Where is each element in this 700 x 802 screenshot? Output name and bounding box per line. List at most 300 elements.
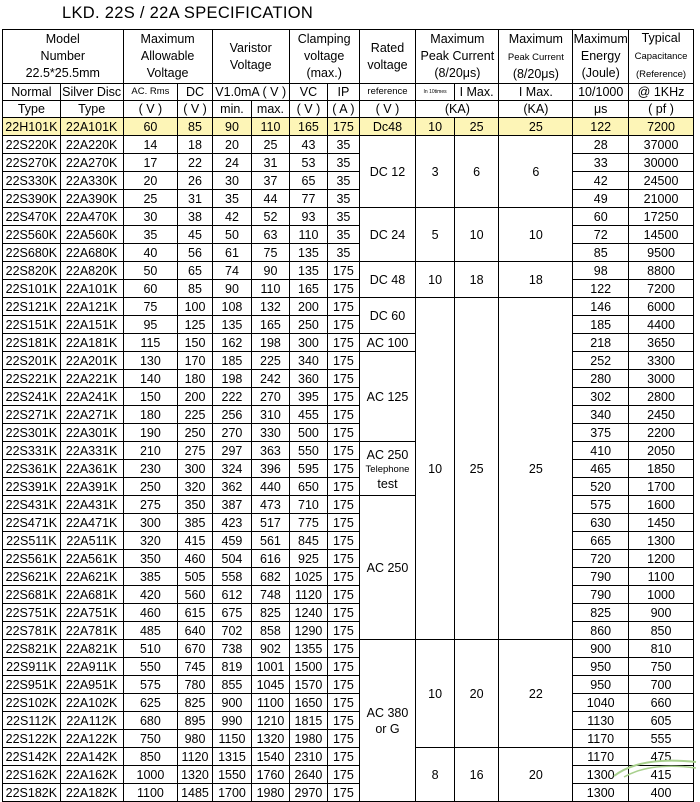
silver-disc-type-cell: 22A680K [60,244,123,262]
peak-imax-2-cell: 25 [499,298,573,640]
energy-cell: 410 [573,442,629,460]
table-row [3,712,694,730]
ac-rms-cell: 75 [123,298,178,316]
table-row [3,460,694,478]
varistor-max-cell: 858 [252,622,290,640]
peak-imax-2-cell: 6 [499,136,573,208]
header-row-sub [3,84,694,101]
capacitance-cell: 3650 [629,334,694,352]
silver-disc-type-cell: 22A331K [60,442,123,460]
silver-disc-type-cell: 22A101K [60,118,123,136]
clamping-ip-cell: 175 [328,622,359,640]
normal-type-cell: 22S751K [3,604,61,622]
clamping-vc-cell: 710 [289,496,327,514]
table-row [3,604,694,622]
clamping-ip-cell: 175 [328,370,359,388]
ac-rms-cell: 40 [123,244,178,262]
varistor-max-cell: 330 [252,424,290,442]
clamping-vc-cell: 2640 [289,766,327,784]
table-row [3,244,694,262]
capacitance-cell: 1000 [629,586,694,604]
dc-cell: 1320 [178,766,212,784]
table-row [3,622,694,640]
varistor-max-cell: 363 [252,442,290,460]
silver-disc-type-cell: 22A561K [60,550,123,568]
dc-unit-label: ( V ) [178,101,212,118]
table-row [3,280,694,298]
normal-type-cell: 22S911K [3,658,61,676]
varistor-max-cell: 1001 [252,658,290,676]
clamping-ip-cell: 175 [328,316,359,334]
peak-current-header: Maximum Peak Current (8/20μs) [416,30,499,84]
varistor-min-cell: 362 [212,478,252,496]
peak-in10-cell: 10 [416,118,454,136]
peak-in10-cell: 10 [416,262,454,298]
peak-imax-2-cell: 22 [499,640,573,748]
energy-cell: 950 [573,676,629,694]
varistor-max-cell: 132 [252,298,290,316]
model-number-header: Model Number 22.5*25.5mm [3,30,124,84]
table-row [3,514,694,532]
varistor-max-cell: 31 [252,154,290,172]
peak-in10-cell: 8 [416,748,454,802]
ac-rms-cell: 140 [123,370,178,388]
silver-disc-type-cell: 22A431K [60,496,123,514]
peak-imax-cell: 25 [454,298,499,640]
ac-rms-cell: 230 [123,460,178,478]
clamping-ip-cell: 175 [328,334,359,352]
capacitance-cell: 1600 [629,496,694,514]
clamping-ip-cell: 175 [328,568,359,586]
clamping-ip-cell: 175 [328,280,359,298]
normal-type-cell: 22S121K [3,298,61,316]
rated-voltage-cell: AC 250 Telephone test [359,442,416,496]
dc-cell: 125 [178,316,212,334]
ac-unit-label: ( V ) [123,101,178,118]
clamping-ip-cell: 175 [328,712,359,730]
capacitance-cell: 700 [629,676,694,694]
clamping-vc-cell: 360 [289,370,327,388]
dc-cell: 300 [178,460,212,478]
peak-current-header-2: Maximum Peak Current (8/20μs) [499,30,573,84]
varistor-min-cell: 900 [212,694,252,712]
ac-rms-cell: 750 [123,730,178,748]
dc-cell: 745 [178,658,212,676]
varistor-max-cell: 225 [252,352,290,370]
capacitance-cell: 7200 [629,280,694,298]
capacitance-cell: 3300 [629,352,694,370]
normal-type-cell: 22S271K [3,406,61,424]
normal-type-cell: 22S781K [3,622,61,640]
capacitance-cell: 30000 [629,154,694,172]
ac-rms-cell: 25 [123,190,178,208]
energy-cell: 146 [573,298,629,316]
dc-cell: 615 [178,604,212,622]
normal-type-cell: 22S151K [3,316,61,334]
clamping-vc-cell: 650 [289,478,327,496]
silver-disc-type-cell: 22A820K [60,262,123,280]
varistor-min-cell: 1550 [212,766,252,784]
energy-time-unit-label: μs [573,101,629,118]
varistor-max-cell: 473 [252,496,290,514]
clamping-vc-cell: 775 [289,514,327,532]
energy-cell: 340 [573,406,629,424]
dc-cell: 250 [178,424,212,442]
table-row [3,262,694,280]
clamping-vc-cell: 1355 [289,640,327,658]
capacitance-cell: 810 [629,640,694,658]
dc-cell: 505 [178,568,212,586]
dc-cell: 56 [178,244,212,262]
clamping-vc-cell: 200 [289,298,327,316]
table-row [3,406,694,424]
dc-cell: 825 [178,694,212,712]
normal-type-cell: 22S621K [3,568,61,586]
varistor-min-cell: 1315 [212,748,252,766]
rated-voltage-cell: DC 48 [359,262,416,298]
peak-imax-2-cell: 10 [499,208,573,262]
table-row [3,316,694,334]
energy-cell: 520 [573,478,629,496]
capacitance-cell: 37000 [629,136,694,154]
energy-cell: 1300 [573,766,629,784]
ac-rms-cell: 485 [123,622,178,640]
table-row [3,334,694,352]
silver-disc-type-cell: 22A201K [60,352,123,370]
peak-imax-cell: 18 [454,262,499,298]
varistor-min-cell: 324 [212,460,252,478]
varistor-min-cell: 558 [212,568,252,586]
peak-in10-cell: 10 [416,298,454,640]
varistor-max-cell: 63 [252,226,290,244]
clamping-ip-cell: 175 [328,262,359,280]
silver-disc-type-cell: 22A471K [60,514,123,532]
energy-cell: 950 [573,658,629,676]
ac-rms-cell: 320 [123,532,178,550]
ac-rms-cell: 300 [123,514,178,532]
varistor-min-cell: 35 [212,190,252,208]
table-row [3,352,694,370]
ac-rms-cell: 210 [123,442,178,460]
ac-rms-cell: 180 [123,406,178,424]
varistor-min-cell: 198 [212,370,252,388]
dc-cell: 1485 [178,784,212,802]
dc-cell: 150 [178,334,212,352]
ac-rms-cell: 1000 [123,766,178,784]
v1ma-label: V1.0mA ( V ) [212,84,289,101]
ac-rms-cell: 460 [123,604,178,622]
varistor-min-cell: 297 [212,442,252,460]
table-row [3,424,694,442]
varistor-max-cell: 1210 [252,712,290,730]
clamping-ip-cell: 175 [328,550,359,568]
silver-disc-type-cell: 22A361K [60,460,123,478]
varistor-max-cell: 110 [252,118,290,136]
clamping-ip-cell: 175 [328,478,359,496]
silver-disc-type-cell: 22A181K [60,334,123,352]
varistor-max-cell: 52 [252,208,290,226]
energy-cell: 630 [573,514,629,532]
capacitance-cell: 555 [629,730,694,748]
varistor-max-cell: 517 [252,514,290,532]
clamping-vc-cell: 1570 [289,676,327,694]
clamping-vc-cell: 500 [289,424,327,442]
table-row [3,118,694,136]
dc-cell: 415 [178,532,212,550]
varistor-max-cell: 396 [252,460,290,478]
clamping-ip-cell: 175 [328,532,359,550]
varistor-max-cell: 1045 [252,676,290,694]
varistor-max-cell: 110 [252,280,290,298]
clamping-vc-cell: 1650 [289,694,327,712]
varistor-min-cell: 90 [212,118,252,136]
capacitance-cell: 415 [629,766,694,784]
varistor-min-cell: 990 [212,712,252,730]
rated-voltage-cell: DC 24 [359,208,416,262]
header-row-units [3,101,694,118]
dc-cell: 38 [178,208,212,226]
normal-type-cell: 22S112K [3,712,61,730]
varistor-min-cell: 90 [212,280,252,298]
capacitance-cell: 6000 [629,298,694,316]
silver-disc-type-cell: 22A122K [60,730,123,748]
varistor-max-cell: 748 [252,586,290,604]
clamping-ip-cell: 35 [328,136,359,154]
clamping-ip-cell: 175 [328,658,359,676]
ac-rms-cell: 17 [123,154,178,172]
varistor-min-cell: 256 [212,406,252,424]
normal-type-cell: 22S102K [3,694,61,712]
table-row [3,550,694,568]
normal-type-cell: 22S270K [3,154,61,172]
energy-cell: 375 [573,424,629,442]
dc-cell: 1120 [178,748,212,766]
table-row [3,154,694,172]
table-row [3,694,694,712]
capacitance-cell: 3000 [629,370,694,388]
varistor-min-cell: 1700 [212,784,252,802]
varistor-max-cell: 1100 [252,694,290,712]
energy-cell: 98 [573,262,629,280]
varistor-min-cell: 819 [212,658,252,676]
clamping-vc-cell: 135 [289,244,327,262]
peak-in10-cell: 3 [416,136,454,208]
varistor-max-cell: 270 [252,388,290,406]
varistor-min-cell: 387 [212,496,252,514]
clamping-vc-cell: 1240 [289,604,327,622]
clamping-ip-cell: 175 [328,460,359,478]
clamping-ip-cell: 175 [328,406,359,424]
energy-cell: 72 [573,226,629,244]
silver-disc-type-cell: 22A220K [60,136,123,154]
table-row [3,496,694,514]
dc-cell: 31 [178,190,212,208]
clamping-vc-cell: 250 [289,316,327,334]
varistor-min-cell: 24 [212,154,252,172]
normal-type-cell: 22S511K [3,532,61,550]
varistor-max-cell: 165 [252,316,290,334]
clamping-vc-cell: 845 [289,532,327,550]
page-title: LKD. 22S / 22A SPECIFICATION [62,4,314,22]
dc-cell: 640 [178,622,212,640]
table-row [3,640,694,658]
clamping-ip-cell: 175 [328,388,359,406]
header-row-main [3,30,694,84]
energy-cell: 1170 [573,730,629,748]
ac-rms-cell: 625 [123,694,178,712]
varistor-max-cell: 37 [252,172,290,190]
energy-cell: 825 [573,604,629,622]
capacitance-cell: 1200 [629,550,694,568]
clamping-vc-cell: 1120 [289,586,327,604]
normal-type-cell: 22S470K [3,208,61,226]
dc-cell: 85 [178,280,212,298]
energy-unit-label: 10/1000 [573,84,629,101]
clamping-vc-cell: 43 [289,136,327,154]
rated-voltage-cell: AC 380 or G [359,640,416,802]
ac-rms-cell: 350 [123,550,178,568]
varistor-max-cell: 825 [252,604,290,622]
normal-type-cell: 22S681K [3,586,61,604]
energy-cell: 280 [573,370,629,388]
dc-cell: 385 [178,514,212,532]
peak-imax-2-cell: 18 [499,262,573,298]
varistor-min-cell: 1150 [212,730,252,748]
rated-voltage-cell: AC 250 [359,496,416,640]
ac-rms-cell: 50 [123,262,178,280]
ac-rms-cell: 60 [123,280,178,298]
clamping-ip-cell: 175 [328,676,359,694]
normal-type-cell: 22S201K [3,352,61,370]
peak-imax-cell: 10 [454,208,499,262]
table-row [3,676,694,694]
peak-in10-cell: 10 [416,640,454,748]
clamping-ip-cell: 35 [328,208,359,226]
clamping-ip-cell: 35 [328,154,359,172]
varistor-min-cell: 185 [212,352,252,370]
varistor-max-cell: 616 [252,550,290,568]
energy-cell: 42 [573,172,629,190]
energy-cell: 1300 [573,784,629,802]
varistor-max-cell: 90 [252,262,290,280]
normal-type-cell: 22H101K [3,118,61,136]
ac-rms-cell: 420 [123,586,178,604]
peak-imax-cell: 16 [454,748,499,802]
ac-rms-cell: 550 [123,658,178,676]
rated-voltage-header: Rated voltage [359,30,416,84]
varistor-max-cell: 198 [252,334,290,352]
capacitance-cell: 17250 [629,208,694,226]
normal-type-cell: 22S951K [3,676,61,694]
energy-cell: 33 [573,154,629,172]
peak-unit-label-2: (KA) [499,101,573,118]
ac-rms-cell: 35 [123,226,178,244]
ac-rms-label: AC. Rms [123,84,178,101]
capacitance-cell: 2450 [629,406,694,424]
energy-cell: 185 [573,316,629,334]
silver-disc-type-cell: 22A142K [60,748,123,766]
dc-cell: 65 [178,262,212,280]
normal-type-cell: 22S301K [3,424,61,442]
dc-cell: 980 [178,730,212,748]
clamping-ip-cell: 175 [328,496,359,514]
capacitance-cell: 900 [629,604,694,622]
clamping-ip-cell: 175 [328,766,359,784]
dc-label: DC [178,84,212,101]
clamping-ip-cell: 175 [328,514,359,532]
energy-cell: 465 [573,460,629,478]
dc-cell: 275 [178,442,212,460]
vc-label: VC [289,84,327,101]
clamping-vc-cell: 395 [289,388,327,406]
dc-cell: 18 [178,136,212,154]
normal-type-label: Normal [3,84,61,101]
capacitance-cell: 2800 [629,388,694,406]
normal-type-cell: 22S101K [3,280,61,298]
silver-disc-type-cell: 22A560K [60,226,123,244]
varistor-voltage-header: Varistor Voltage [212,30,289,84]
energy-cell: 252 [573,352,629,370]
table-row [3,730,694,748]
clamping-ip-cell: 175 [328,298,359,316]
silver-disc-type-cell: 22A270K [60,154,123,172]
energy-cell: 1170 [573,748,629,766]
dc-cell: 350 [178,496,212,514]
energy-cell: 218 [573,334,629,352]
capacitance-cell: 1450 [629,514,694,532]
capacitance-cell: 14500 [629,226,694,244]
clamping-vc-cell: 77 [289,190,327,208]
silver-disc-type-cell: 22A101K [60,280,123,298]
specification-table [2,29,694,802]
energy-cell: 575 [573,496,629,514]
clamping-vc-cell: 165 [289,280,327,298]
ac-rms-cell: 1100 [123,784,178,802]
ac-rms-cell: 575 [123,676,178,694]
silver-disc-type-cell: 22A271K [60,406,123,424]
varistor-max-cell: 44 [252,190,290,208]
clamping-ip-cell: 35 [328,226,359,244]
energy-cell: 122 [573,280,629,298]
dc-cell: 460 [178,550,212,568]
varistor-min-cell: 108 [212,298,252,316]
silver-disc-type-cell: 22A301K [60,424,123,442]
clamping-vc-cell: 1025 [289,568,327,586]
table-row [3,370,694,388]
table-row [3,298,694,316]
table-row [3,532,694,550]
clamping-ip-cell: 35 [328,172,359,190]
clamping-ip-cell: 175 [328,586,359,604]
clamping-vc-cell: 340 [289,352,327,370]
varistor-max-cell: 902 [252,640,290,658]
energy-cell: 790 [573,568,629,586]
energy-cell: 1040 [573,694,629,712]
dc-cell: 170 [178,352,212,370]
varistor-min-cell: 222 [212,388,252,406]
silver-disc-type-cell: 22A821K [60,640,123,658]
table-row [3,748,694,766]
varistor-max-cell: 1540 [252,748,290,766]
varistor-max-cell: 1760 [252,766,290,784]
capacitance-cell: 2200 [629,424,694,442]
capacitance-cell: 21000 [629,190,694,208]
ac-rms-cell: 250 [123,478,178,496]
table-row [3,784,694,802]
capacitance-cell: 475 [629,748,694,766]
peak-imax-cell: 20 [454,640,499,748]
clamping-vc-cell: 135 [289,262,327,280]
